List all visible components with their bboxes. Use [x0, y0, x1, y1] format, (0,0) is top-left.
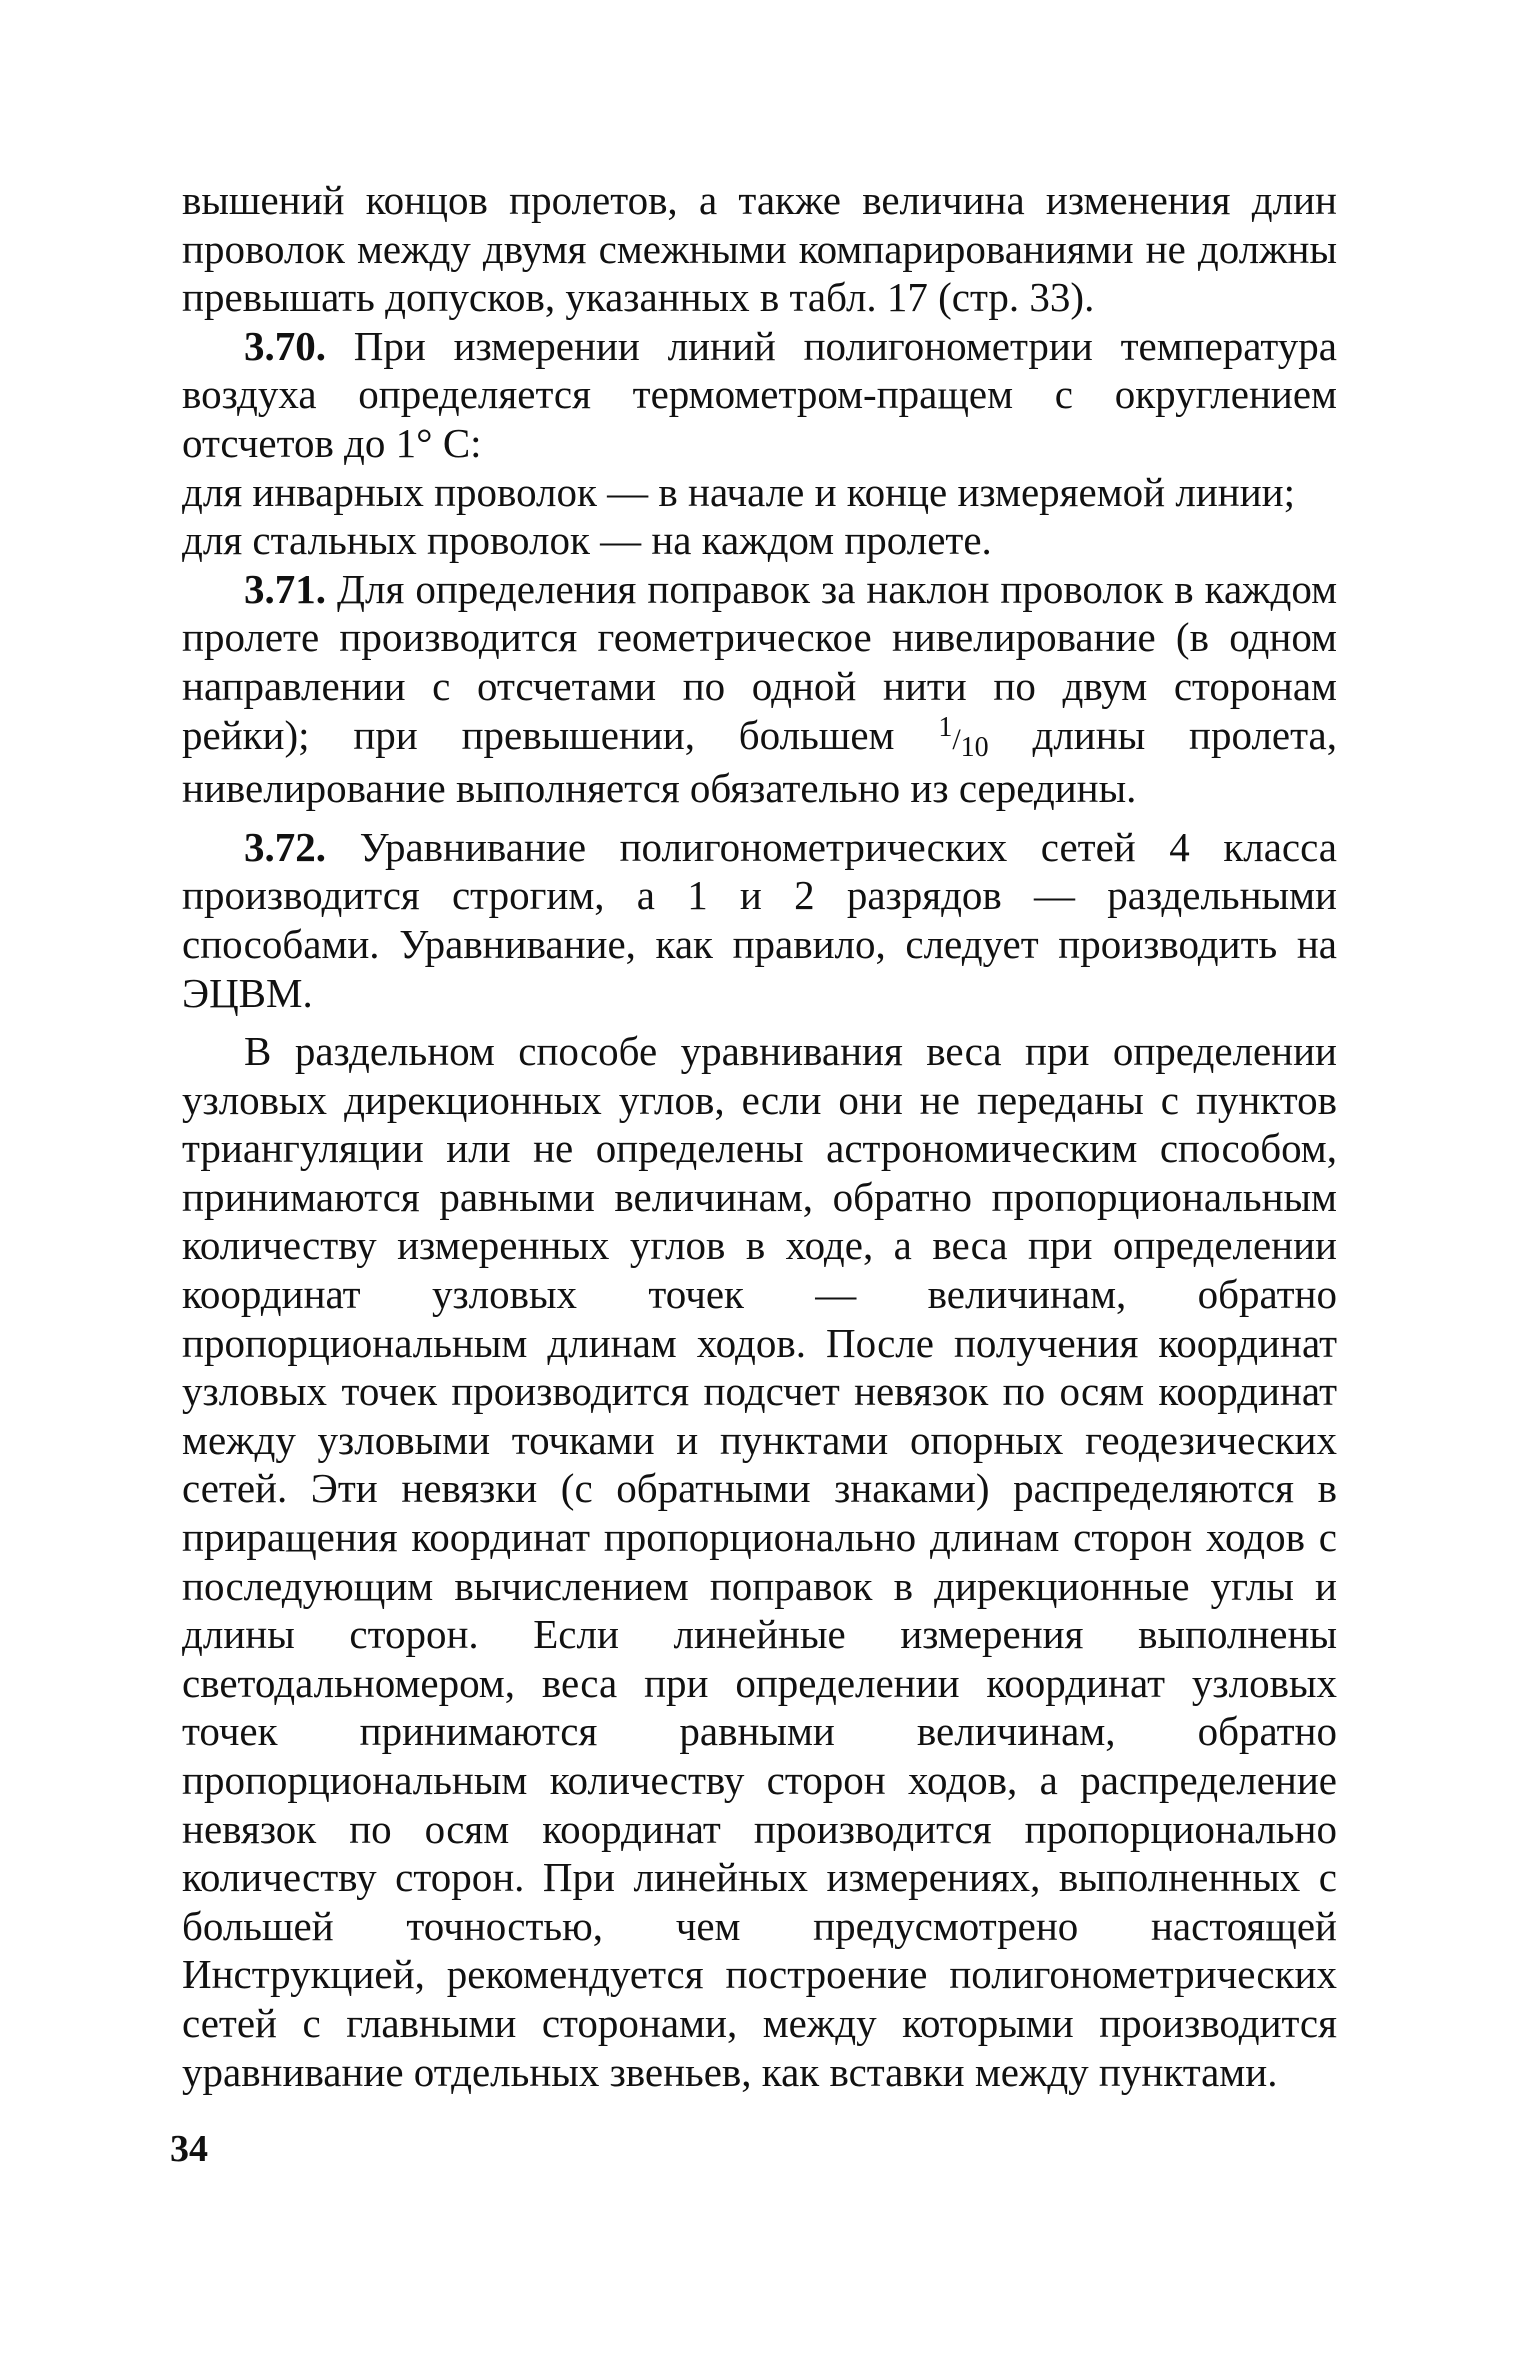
paragraph-text: длины пролета, нивелирование выполняется обязательно из середины. — [182, 711, 1337, 812]
fraction-numerator: 1 — [938, 711, 953, 743]
paragraph-continuation — [182, 176, 1337, 322]
body-text — [182, 176, 1337, 2096]
paragraph-3-72 — [182, 823, 1337, 1017]
paragraph-3-70 — [182, 322, 1337, 468]
fraction: $^1/_{10}$ — [938, 711, 989, 763]
paragraph-text: для стальных проволок — на каждом пролете. — [182, 517, 992, 564]
paragraph-text: Для определения поправок за наклон проволок в каждом пролете производится геометрическое нивелирование (в одном направлении с отсчетами по одной нити по двум сторонам рейки); при превышении, большем — [182, 565, 1338, 758]
paragraph-text: Уравнивание полигонометрических сетей 4 класса производится строгим, а 1 и 2 разрядов — раздельными способами. Уравнивание, как правило, следует производить на ЭЦВМ. — [182, 823, 1338, 1016]
paragraph-invar-wires — [182, 468, 1337, 517]
page-number: 34 — [170, 2128, 208, 2170]
paragraph-text: В раздельном способе уравнивания веса при определении узловых дирекционных углов, если они не переданы с пунктов триангуляции или не определены астрономическим способом, принимаются равными величинам, обратно пропорциональным количеству измеренных углов в ходе, а веса при определении координат узловых точек — величинам, обратно пропорциональным длинам ходов. После получения координат узловых точек производится подсчет невязок по осям координат между узловыми точками и пунктами опорных геодезических сетей. Эти невязки (с обратными знаками) распределяются в приращения координат пропорционально длинам сторон ходов с последующим вычислением поправок в дирекционные углы и длины сторон. Если линейные измерения выполнены светодальномером, веса при определении координат узловых точек принимаются равными величинам, обратно пропорциональным количеству сторон ходов, а распределение невязок по осям координат производится пропорционально количеству сторон. При линейных измерениях, выполненных с большей точностью, чем предусмотрено настоящей Инструкцией, рекомендуется построение полигонометрических сетей с главными сторонами, между которыми производится уравнивание отдельных звеньев, как вставки между пунктами. — [182, 1028, 1337, 2095]
paragraph-separate-method — [182, 1027, 1337, 2096]
paragraph-3-71 — [182, 565, 1337, 813]
fraction-denominator: 10 — [960, 731, 989, 763]
section-number: 3.70. — [244, 322, 326, 369]
paragraph-steel-wires — [182, 516, 1337, 565]
paragraph-text: При измерении линий полигонометрии температура воздуха определяется термометром-пращем с округлением отсчетов до 1° С: — [182, 322, 1337, 466]
section-number: 3.71. — [244, 565, 326, 612]
paragraph-text: вышений концов пролетов, а также величина изменения длин проволок между двумя смежными компарированиями не должны превышать допусков, указанных в табл. 17 (стр. 33). — [182, 177, 1337, 321]
paragraph-text: для инварных проволок — в начале и конце измеряемой линии; — [182, 468, 1295, 515]
section-number: 3.72. — [244, 823, 326, 870]
